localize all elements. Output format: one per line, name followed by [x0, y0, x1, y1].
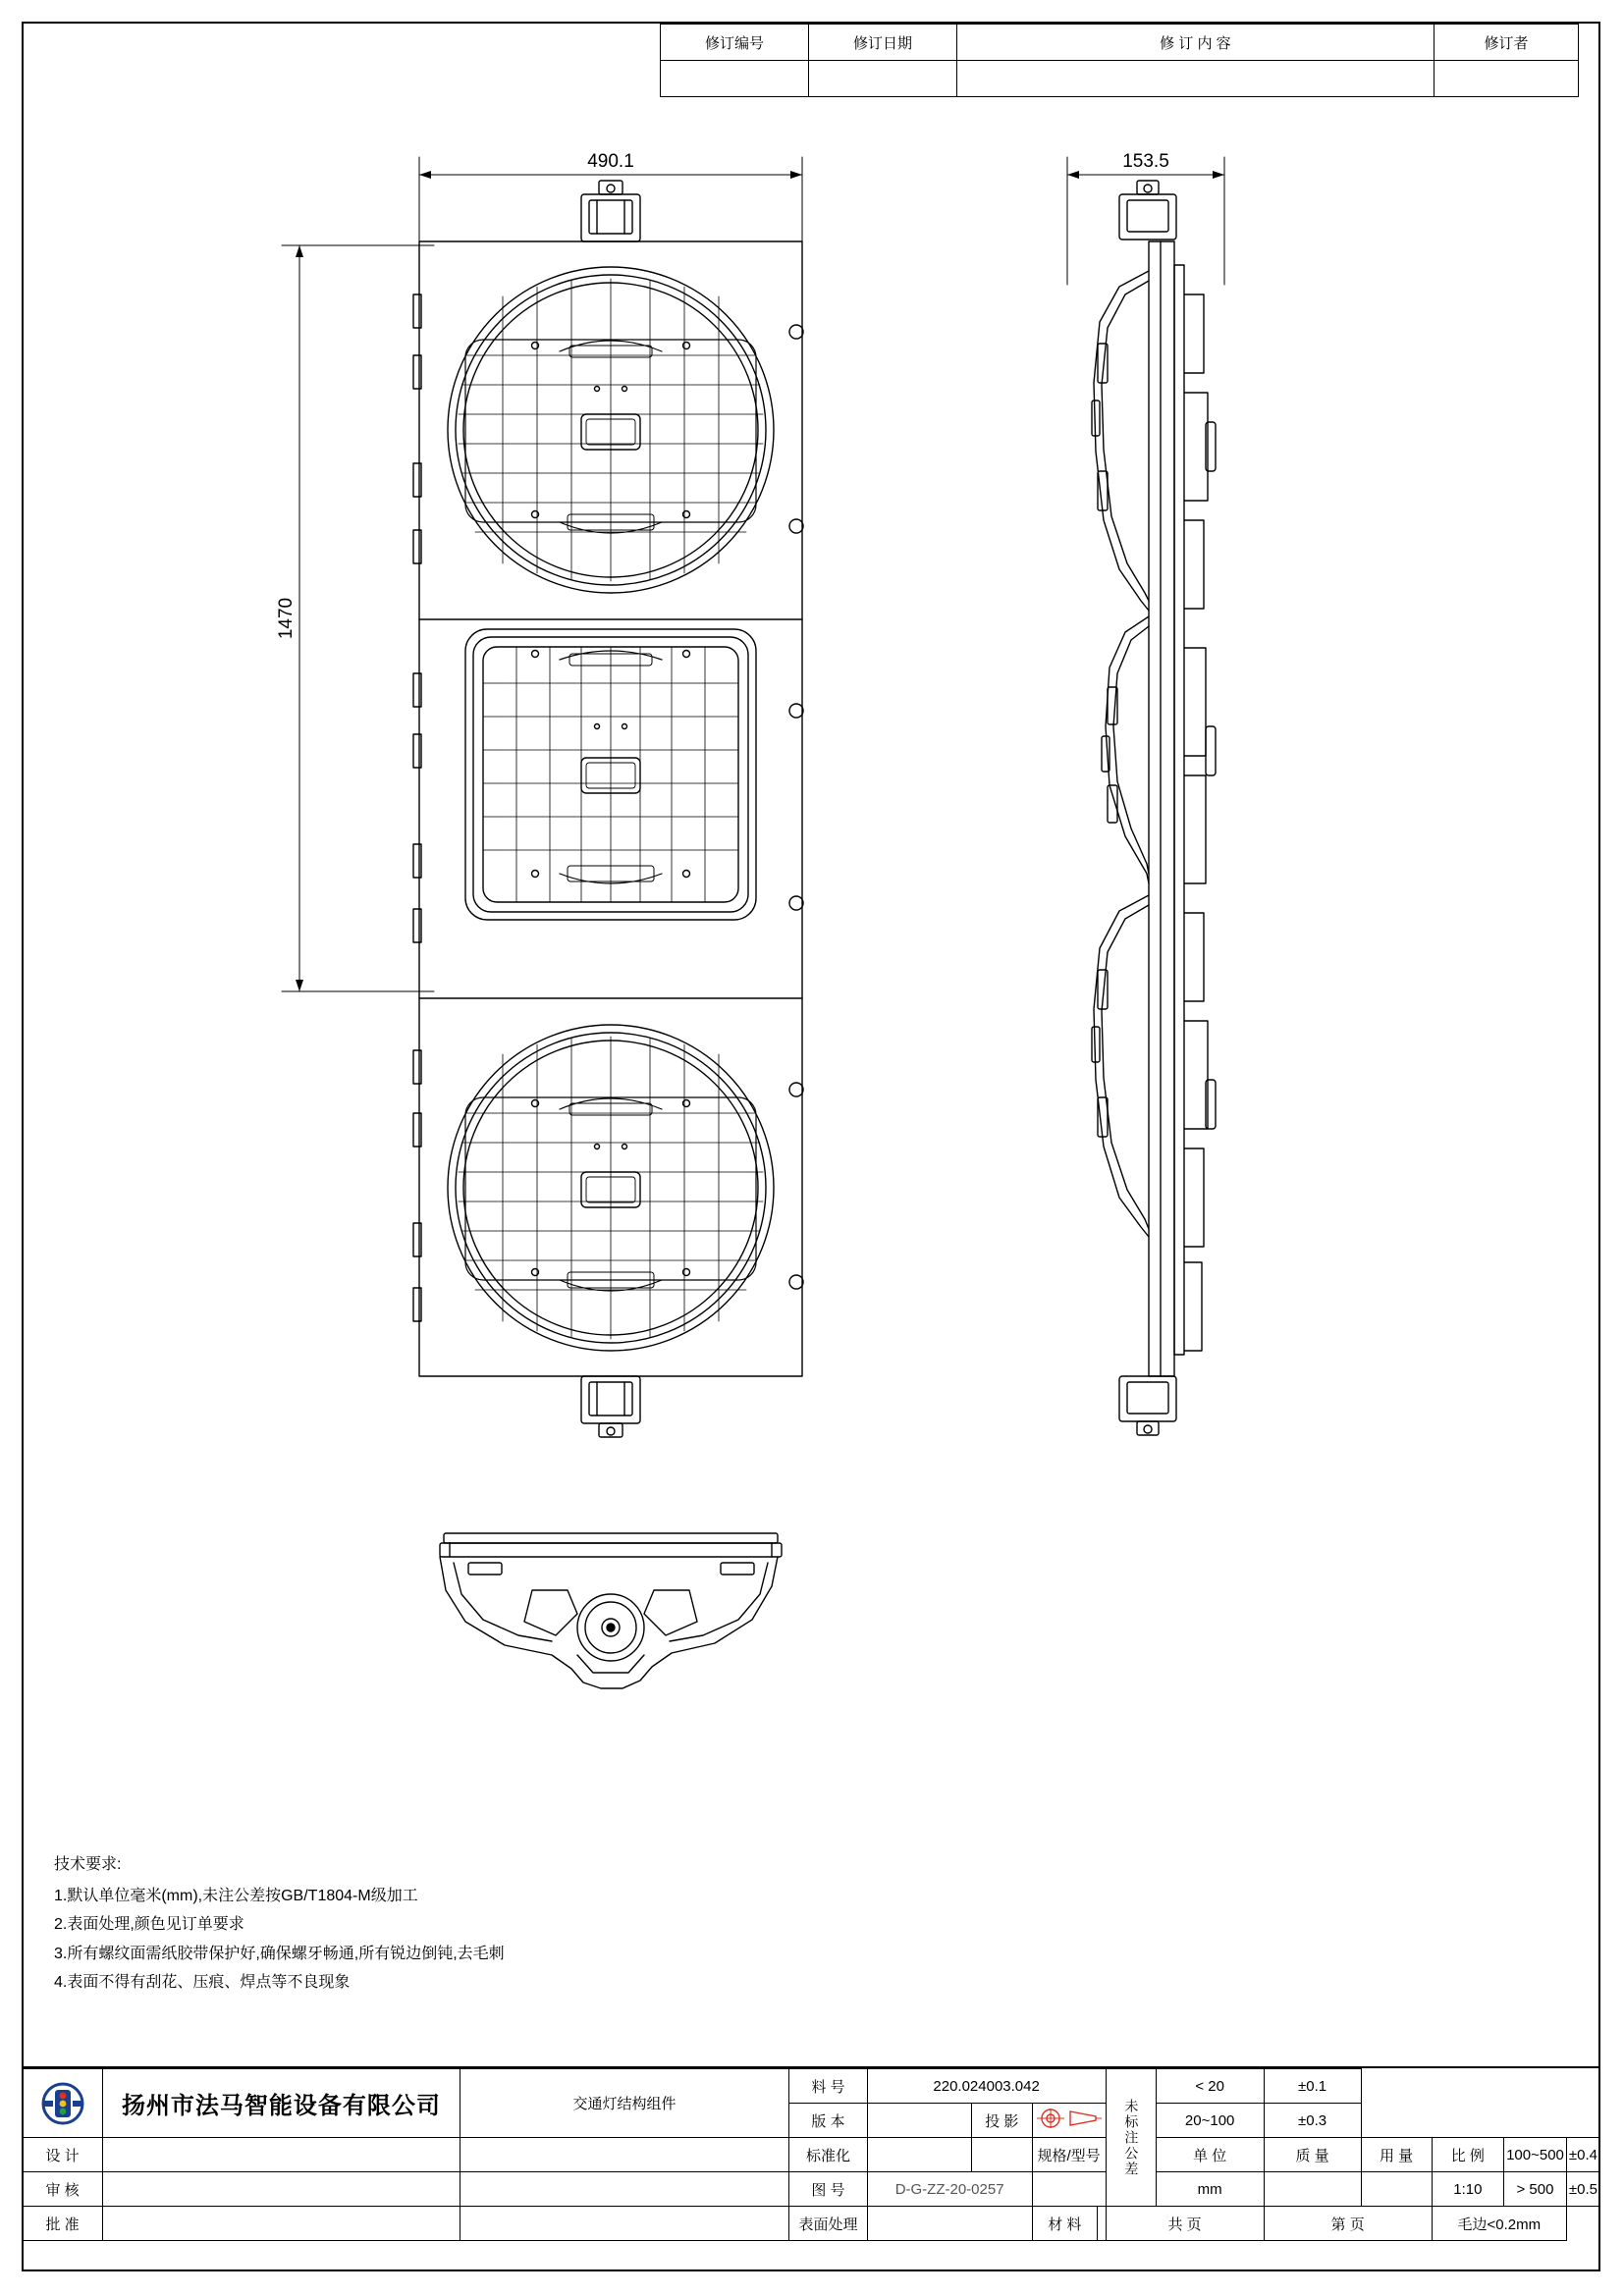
title-block	[22, 2066, 1600, 2271]
dimension-label-depth: 153.5	[1122, 151, 1169, 172]
approve-value	[103, 2207, 460, 2241]
surface-label: 表面处理	[789, 2207, 867, 2241]
page-number: 第 页	[1264, 2207, 1432, 2241]
standardize-label: 标准化	[789, 2138, 867, 2172]
weight-value	[1264, 2172, 1361, 2207]
revision-header-date: 修订日期	[808, 25, 956, 61]
quantity-value	[1361, 2172, 1432, 2207]
standardize-value	[867, 2138, 971, 2172]
total-pages: 共 页	[1106, 2207, 1264, 2241]
unmarked-tolerance-label: 未标注公差	[1106, 2069, 1156, 2207]
table-row	[661, 61, 1579, 97]
unit-label: 单 位	[1156, 2138, 1264, 2172]
design-label: 设 计	[23, 2138, 103, 2172]
spec-label: 规格/型号	[1032, 2138, 1106, 2172]
tech-item-4: 4.表面不得有刮花、压痕、焊点等不良现象	[54, 1974, 351, 1992]
company-name: 扬州市法马智能设备有限公司	[103, 2069, 460, 2138]
dimension-height	[282, 245, 434, 991]
approve-label: 批 准	[23, 2207, 103, 2241]
revision-header-no: 修订编号	[661, 25, 809, 61]
title-block-row-4	[23, 2172, 1600, 2207]
title-block-row-5	[23, 2207, 1600, 2241]
projection-label: 投 影	[972, 2104, 1032, 2138]
revision-cell-no	[661, 61, 809, 97]
drawing-no-label: 图 号	[789, 2172, 867, 2207]
quantity-label: 用 量	[1361, 2138, 1432, 2172]
tolerance-range-1: < 20	[1156, 2069, 1264, 2104]
front-top-bracket	[581, 181, 640, 241]
tolerance-range-3: 100~500	[1504, 2138, 1567, 2172]
revision-cell-date	[808, 61, 956, 97]
drawing-no-value: D-G-ZZ-20-0257	[867, 2172, 1032, 2207]
standardize-date	[972, 2138, 1032, 2172]
tolerance-range-4: > 500	[1504, 2172, 1567, 2207]
dimension-label-width: 490.1	[587, 151, 634, 172]
revision-header-row	[661, 25, 1579, 61]
material-value	[1098, 2207, 1107, 2241]
tolerance-value-3: ±0.4	[1566, 2138, 1599, 2172]
dimension-label-height: 1470	[276, 597, 297, 640]
front-lamp-middle	[465, 629, 756, 920]
review-label: 审 核	[23, 2172, 103, 2207]
part-name: 交通灯结构组件	[460, 2069, 788, 2138]
tech-item-1: 1.默认单位毫米(mm),未注公差按GB/T1804-M级加工	[54, 1887, 418, 1904]
front-view-housing	[413, 241, 803, 1376]
side-view-assembly	[1092, 181, 1216, 1435]
company-logo	[23, 2069, 103, 2138]
projection-symbol	[1032, 2104, 1106, 2138]
approve-date	[460, 2207, 788, 2241]
tech-item-2: 2.表面处理,颜色见订单要求	[54, 1916, 244, 1934]
design-value	[103, 2138, 460, 2172]
revision-table	[660, 24, 1579, 97]
scale-value: 1:10	[1432, 2172, 1503, 2207]
design-date	[460, 2138, 788, 2172]
version-value	[867, 2104, 971, 2138]
weight-label: 质 量	[1264, 2138, 1361, 2172]
title-block-row-1	[23, 2069, 1600, 2104]
tolerance-value-2: ±0.3	[1264, 2104, 1361, 2138]
revision-cell-author	[1434, 61, 1578, 97]
surface-value	[867, 2207, 1032, 2241]
review-value	[103, 2172, 460, 2207]
material-no-label: 料 号	[789, 2069, 867, 2104]
revision-header-author: 修订者	[1434, 25, 1578, 61]
tolerance-range-2: 20~100	[1156, 2104, 1264, 2138]
dimension-depth	[1067, 157, 1224, 285]
bottom-section-view	[440, 1533, 782, 1688]
unit-value: mm	[1156, 2172, 1264, 2207]
tolerance-value-1: ±0.1	[1264, 2069, 1361, 2104]
title-block-row-3	[23, 2138, 1600, 2172]
logo-icon	[40, 2082, 85, 2125]
projection-symbol-icon	[1035, 2108, 1104, 2129]
technical-requirements	[54, 1850, 938, 1998]
tech-item-3: 3.所有螺纹面需纸胶带保护好,确保螺牙畅通,所有锐边倒钝,去毛刺	[54, 1945, 505, 1962]
version-label: 版 本	[789, 2104, 867, 2138]
spec-value	[1032, 2172, 1106, 2207]
dimension-width	[419, 157, 802, 294]
revision-cell-content	[956, 61, 1434, 97]
review-date	[460, 2172, 788, 2207]
front-bottom-bracket	[581, 1376, 640, 1437]
revision-header-content: 修 订 内 容	[956, 25, 1434, 61]
scale-label: 比 例	[1432, 2138, 1503, 2172]
tolerance-value-4: ±0.5	[1566, 2172, 1599, 2207]
material-no-value: 220.024003.042	[867, 2069, 1106, 2104]
front-lamp-lower	[448, 1025, 774, 1351]
burr-note: 毛边<0.2mm	[1432, 2207, 1566, 2241]
front-lamp-upper	[448, 267, 774, 593]
material-label: 材 料	[1032, 2207, 1098, 2241]
tech-title: 技术要求:	[54, 1856, 122, 1873]
drawing-area	[22, 98, 1600, 1836]
